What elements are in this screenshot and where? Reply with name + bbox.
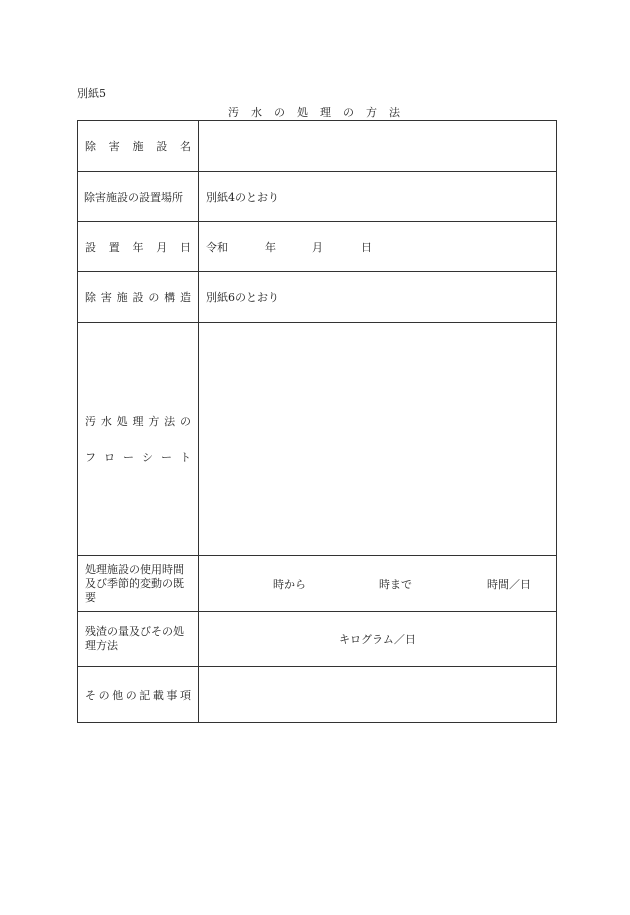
- row-residue: [78, 612, 557, 667]
- label-char: 水: [100, 415, 112, 428]
- row-location: [78, 172, 557, 222]
- label-char: 汚: [85, 415, 96, 428]
- field-usage-time[interactable]: [199, 556, 557, 612]
- from-hour-label: 時から: [273, 577, 306, 591]
- document-title: 汚水の処理の方法: [228, 106, 412, 119]
- label-flowsheet: [78, 323, 199, 556]
- year-label: 年: [265, 240, 276, 254]
- row-facility-name: [78, 121, 557, 172]
- field-install-date[interactable]: [199, 222, 557, 272]
- label-char: ー: [123, 451, 134, 464]
- field-structure[interactable]: [199, 272, 557, 323]
- label-char: 設: [85, 240, 96, 254]
- label-char: の: [125, 688, 137, 702]
- label-char: 年: [132, 240, 144, 254]
- label-char: ー: [161, 451, 172, 464]
- to-hour-label: 時まで: [379, 577, 412, 591]
- field-facility-name[interactable]: [199, 121, 557, 172]
- label-char: シ: [142, 451, 153, 464]
- spaced-label: [78, 239, 198, 255]
- label-structure: [78, 272, 199, 323]
- label-char: 理: [132, 415, 144, 428]
- row-usage-time: [78, 556, 557, 612]
- era-label: 令和: [206, 240, 228, 254]
- label-char: の: [98, 688, 110, 702]
- structure-value: 別紙6のとおり: [206, 291, 279, 304]
- label-char: 方: [148, 415, 160, 428]
- label-char: 項: [179, 688, 191, 702]
- label-char: 害: [108, 140, 120, 153]
- label-char: 施: [116, 291, 128, 304]
- spaced-label: [78, 687, 198, 703]
- label-char: 記: [139, 688, 151, 702]
- label-char: 除: [85, 140, 96, 153]
- document-number-label: 別紙5: [77, 87, 106, 100]
- label-char: そ: [85, 688, 96, 702]
- hours-per-day-label: 時間／日: [487, 577, 531, 591]
- label-char: ト: [180, 451, 191, 464]
- field-other[interactable]: [199, 667, 557, 723]
- label-char: 法: [164, 415, 176, 428]
- spaced-label: [85, 449, 191, 465]
- label-char: 処: [116, 415, 128, 428]
- label-char: 日: [180, 240, 191, 254]
- day-label: 日: [361, 240, 372, 254]
- location-value: 別紙4のとおり: [206, 190, 279, 204]
- label-char: 施: [132, 140, 144, 153]
- field-flowsheet[interactable]: [199, 323, 557, 556]
- label-usage-time: 処理施設の使用時間及び季節的変動の既要: [78, 556, 199, 612]
- label-char: の: [148, 291, 160, 304]
- spaced-label: [78, 289, 198, 305]
- label-facility-name: [78, 121, 199, 172]
- field-residue[interactable]: [199, 612, 557, 667]
- residue-unit-label: キログラム／日: [339, 633, 416, 646]
- row-install-date: [78, 222, 557, 272]
- label-char: 載: [152, 688, 164, 702]
- row-structure: [78, 272, 557, 323]
- label-location: 除害施設の設置場所: [78, 172, 199, 222]
- label-char: 事: [166, 688, 178, 702]
- spaced-label: [78, 138, 198, 154]
- row-other: [78, 667, 557, 723]
- spaced-label: [85, 413, 191, 429]
- label-char: ロ: [104, 451, 115, 464]
- label-char: 害: [100, 291, 112, 304]
- label-other: [78, 667, 199, 723]
- label-char: 造: [179, 291, 191, 304]
- field-location[interactable]: [199, 172, 557, 222]
- label-char: の: [179, 415, 191, 428]
- label-char: 設: [132, 291, 144, 304]
- label-char: 設: [156, 140, 168, 153]
- label-char: 除: [85, 291, 96, 304]
- label-char: 月: [156, 240, 168, 254]
- label-char: 名: [180, 140, 191, 153]
- label-char: フ: [85, 451, 96, 464]
- label-char: 構: [164, 291, 176, 304]
- label-char: 他: [112, 688, 124, 702]
- form-table: [77, 120, 557, 723]
- month-label: 月: [312, 240, 323, 254]
- row-flowsheet: [78, 323, 557, 556]
- label-char: 置: [108, 240, 120, 254]
- label-install-date: [78, 222, 199, 272]
- label-residue: 残渣の量及びその処理方法: [78, 612, 199, 667]
